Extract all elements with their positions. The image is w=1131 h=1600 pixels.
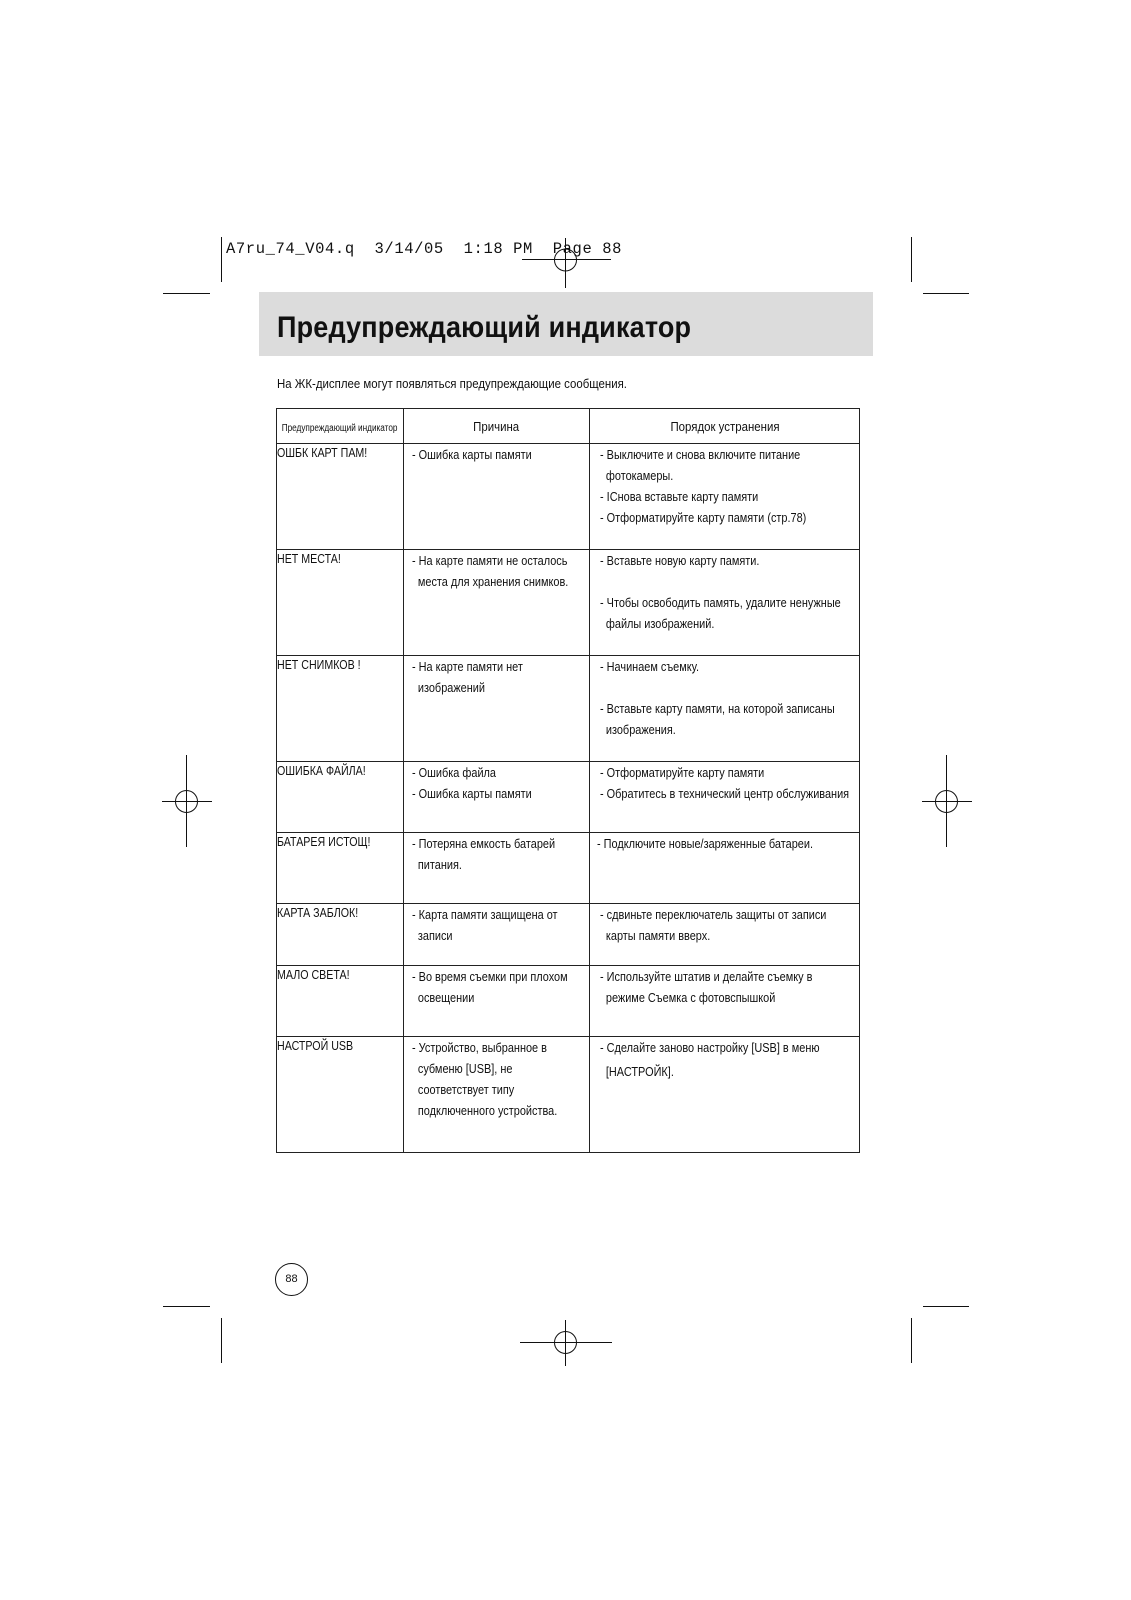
- indicator-cell: ОШБК КАРТ ПАМ!: [277, 444, 404, 550]
- table-row: [277, 444, 860, 550]
- fix-cell: - Начинаем съемку. - Вставьте карту памяти, на которой записаны изображения.: [590, 656, 860, 762]
- header-cause: Причина: [404, 409, 590, 444]
- registration-mark-bottom: [520, 1320, 612, 1366]
- header-fix: Порядок устранения: [590, 409, 860, 444]
- warnings-table: [276, 408, 860, 1153]
- cause-cell: - Во время съемки при плохом освещении: [404, 966, 590, 1037]
- page-number: 88: [275, 1263, 308, 1296]
- crop-mark: [221, 237, 222, 282]
- indicator-cell: ОШИБКА ФАЙЛА!: [277, 762, 404, 833]
- crop-mark: [911, 1318, 912, 1363]
- print-slug: A7ru_74_V04.q 3/14/05 1:18 PM Page 88: [226, 240, 623, 258]
- indicator-cell: НАСТРОЙ USB: [277, 1037, 404, 1153]
- indicator-cell: МАЛО СВЕТА!: [277, 966, 404, 1037]
- fix-cell: - Отформатируйте карту памяти - Обратитесь в технический центр обслуживания: [590, 762, 860, 833]
- registration-mark-top: [536, 238, 596, 288]
- fix-cell: - Сделайте заново настройку [USB] в меню [НАСТРОЙК].: [590, 1037, 860, 1153]
- indicator-cell: НЕТ МЕСТА!: [277, 550, 404, 656]
- indicator-cell: БАТАРЕЯ ИСТОЩ!: [277, 833, 404, 904]
- table-row: [277, 550, 860, 656]
- cause-cell: - Карта памяти защищена от записи: [404, 904, 590, 966]
- cause-cell: - Устройство, выбранное в субменю [USB], не соответствует типу подключенного устройства.: [404, 1037, 590, 1153]
- page-title: Предупреждающий индикатор: [277, 311, 692, 344]
- table-row: [277, 1037, 860, 1153]
- crop-mark: [163, 293, 210, 294]
- fix-cell: - Вставьте новую карту памяти. - Чтобы освободить память, удалите ненужные файлы изображений.: [590, 550, 860, 656]
- indicator-cell: КАРТА ЗАБЛОК!: [277, 904, 404, 966]
- crop-mark: [923, 293, 969, 294]
- cause-cell: - На карте памяти нет изображений: [404, 656, 590, 762]
- fix-cell: - Используйте штатив и делайте съемку в режиме Съемка с фотовспышкой: [590, 966, 860, 1037]
- crop-mark: [163, 1306, 210, 1307]
- header-indicator: Предупреждающий индикатор: [277, 409, 404, 444]
- cause-cell: - Ошибка карты памяти: [404, 444, 590, 550]
- table-row: [277, 904, 860, 966]
- indicator-cell: НЕТ СНИМКОВ !: [277, 656, 404, 762]
- table-header-row: [277, 409, 860, 444]
- table-row: [277, 762, 860, 833]
- cause-cell: - Ошибка файла - Ошибка карты памяти: [404, 762, 590, 833]
- crop-mark: [221, 1318, 222, 1363]
- fix-cell: - Выключите и снова включите питание фотокамеры. - IСнова вставьте карту памяти - Отформатируйте карту памяти (стр.78): [590, 444, 860, 550]
- cause-cell: - Потеряна емкость батарей питания.: [404, 833, 590, 904]
- intro-text: На ЖК-дисплее могут появляться предупреждающие сообщения.: [277, 376, 627, 391]
- registration-mark-left: [162, 755, 212, 847]
- crop-mark: [911, 237, 912, 282]
- cause-cell: - На карте памяти не осталось места для хранения снимков.: [404, 550, 590, 656]
- fix-cell: - сдвиньте переключатель защиты от записи карты памяти вверх.: [590, 904, 860, 966]
- registration-mark-right: [922, 755, 972, 847]
- table-row: [277, 833, 860, 904]
- crop-mark: [923, 1306, 969, 1307]
- table-row: [277, 656, 860, 762]
- table-row: [277, 966, 860, 1037]
- fix-cell: - Подключите новые/заряженные батареи.: [590, 833, 860, 904]
